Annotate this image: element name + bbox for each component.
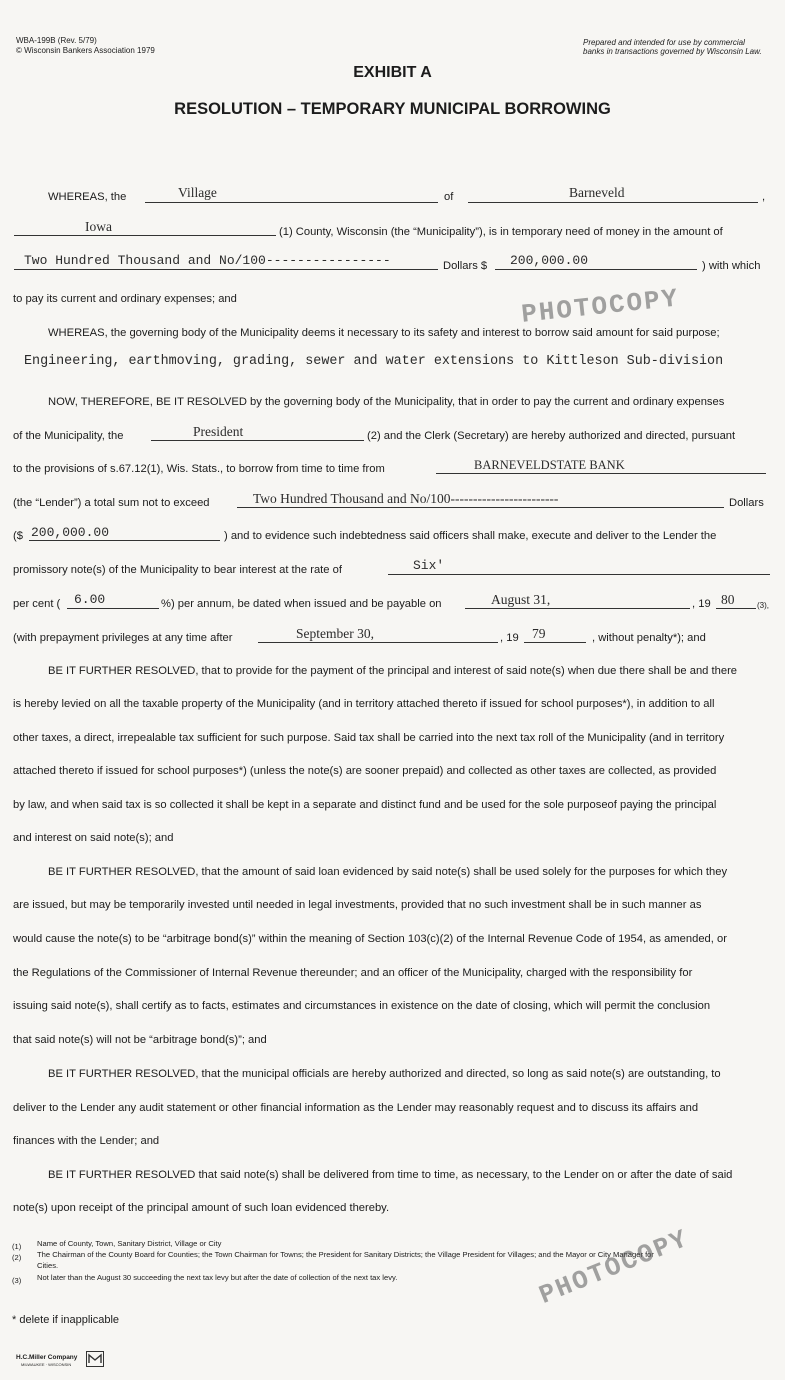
further2-line: issuing said note(s), shall certify as to facts, estimates and circumstances in existence on the date of closing, which will permit the conclusion	[13, 1000, 711, 1012]
municipality-field[interactable]: Village	[178, 185, 217, 200]
lender-text: (the “Lender”) a total sum not to exceed	[13, 497, 210, 509]
further2-line: would cause the note(s) to be “arbitrage bond(s)” within the meaning of Section 103(c)(2) of the Internal Revenue Code of 1954, as amended, or	[13, 933, 727, 945]
further3-line: BE IT FURTHER RESOLVED, that the municipal officials are hereby authorized and directed, so long as said note(s) are outstanding, to	[48, 1068, 721, 1080]
now-therefore: NOW, THEREFORE, BE IT RESOLVED by the governing body of the Municipality, that in order to pay the current and ordinary expenses	[48, 396, 725, 408]
whereas-label: WHEREAS, the	[48, 191, 127, 203]
due-year-field[interactable]: 80	[721, 592, 735, 607]
footnote-num: (1)	[12, 1242, 22, 1251]
further1-line: by law, and when said tax is so collected it shall be kept in a separate and distinct fund and be used for the sole purposeof paying the principal	[13, 799, 717, 811]
paren-s: ($	[13, 530, 23, 542]
promissory-text: promissory note(s) of the Municipality to bear interest at the rate of	[13, 564, 342, 576]
due-date-line	[465, 608, 690, 609]
prepay-year-field[interactable]: 79	[532, 626, 546, 641]
rate-line	[67, 608, 159, 609]
without-penalty: , without penalty*); and	[592, 632, 706, 644]
further1-line: is hereby levied on all the taxable property of the Municipality (and in territory attached thereto if issued for school purposes*), in addition to all	[13, 698, 715, 710]
of-label: of	[444, 191, 454, 203]
limit-words-line	[237, 507, 724, 508]
further1-line: other taxes, a direct, irrepealable tax sufficient for such purpose. Said tax shall be carried into the next tax roll of the Municipality (and in territory	[13, 732, 725, 744]
county-line	[14, 235, 276, 236]
footnote-text: The Chairman of the County Board for Counties; the Town Chairman for Towns; the President for Sanitary Districts; the Village President for Villages; and the Mayor or City Manager for	[37, 1250, 654, 1259]
further2-line: that said note(s) will not be “arbitrage bond(s)”; and	[13, 1034, 267, 1046]
printer-logo-icon	[86, 1351, 104, 1367]
further3-line: finances with the Lender; and	[13, 1135, 160, 1147]
delete-note: * delete if inapplicable	[12, 1314, 120, 1326]
comma: ,	[762, 191, 766, 203]
prepay-date-field[interactable]: September 30,	[296, 626, 374, 641]
limit-amount-line	[29, 540, 220, 541]
form-id: WBA-199B (Rev. 5/79)	[16, 36, 97, 45]
officer-field[interactable]: President	[193, 424, 244, 439]
further2-line: are issued, but may be temporarily invested until needed in legal investments, provided that no such investment shall be in such manner as	[13, 899, 702, 911]
footnote-text: Cities.	[37, 1261, 59, 1270]
note3-ref: (3),	[757, 601, 769, 610]
exhibit-heading: EXHIBIT A	[353, 64, 432, 81]
clerk-text: (2) and the Clerk (Secretary) are hereby authorized and directed, pursuant	[367, 430, 736, 442]
prepay-year-line	[524, 642, 586, 643]
due-date-field[interactable]: August 31,	[491, 592, 551, 607]
county-text: (1) County, Wisconsin (the “Municipality”), is in temporary need of money in the amount of	[279, 226, 723, 238]
prepay-text: (with prepayment privileges at any time after	[13, 632, 233, 644]
whereas-governing: WHEREAS, the governing body of the Municipality deems it necessary to its safety and interest to borrow said amount for said purpose;	[48, 327, 720, 339]
amount-field[interactable]: 200,000.00	[510, 253, 589, 268]
municipality-name-field[interactable]: Barneveld	[569, 185, 625, 200]
per-annum-text: %) per annum, be dated when issued and be payable on	[161, 598, 442, 610]
document-title: RESOLUTION – TEMPORARY MUNICIPAL BORROWING	[174, 100, 611, 118]
lender-field[interactable]: BARNEVELDSTATE BANK	[474, 458, 625, 472]
dollars-word: Dollars	[729, 497, 764, 509]
county-field[interactable]: Iowa	[85, 219, 112, 234]
nineteen-label: , 19	[692, 598, 711, 610]
limit-amount-field[interactable]: 200,000.00	[31, 525, 110, 540]
per-cent-label: per cent (	[13, 598, 61, 610]
limit-words-field[interactable]: Two Hundred Thousand and No/100------------------------	[253, 491, 559, 506]
provisions-text: to the provisions of s.67.12(1), Wis. Stats., to borrow from time to time from	[13, 463, 385, 475]
further3-line: deliver to the Lender any audit statement or other financial information as the Lender may reasonably request and to discuss its affairs and	[13, 1102, 699, 1114]
footnote-text: Name of County, Town, Sanitary District, Village or City	[37, 1239, 222, 1248]
amount-words-field[interactable]: Two Hundred Thousand and No/100----------------	[24, 253, 391, 268]
amount-line	[495, 269, 697, 270]
purpose-field[interactable]: Engineering, earthmoving, grading, sewer and water extensions to Kittleson Sub-division	[24, 354, 724, 369]
further1-line: BE IT FURTHER RESOLVED, that to provide for the payment of the principal and interest of said note(s) when due there shall be and there	[48, 665, 738, 677]
due-year-line	[716, 608, 756, 609]
further1-line: and interest on said note(s); and	[13, 832, 174, 844]
printer-name: H.C.Miller Company	[16, 1354, 78, 1361]
municipality-line	[145, 202, 438, 203]
footnote-num: (3)	[12, 1276, 22, 1285]
rate-words-line	[388, 574, 770, 575]
footnote-text: Not later than the August 30 succeeding the next tax levy but after the date of collection of the next tax levy.	[37, 1273, 398, 1282]
lender-line	[436, 473, 766, 474]
dollars-label: Dollars $	[443, 260, 488, 272]
printer-city: MILWAUKEE · WISCONSIN	[21, 1362, 72, 1367]
further1-line: attached thereto if issued for school purposes*) (unless the note(s) are sooner prepaid) and collected as other taxes are collected, as provided	[13, 765, 717, 777]
further4-line: note(s) upon receipt of the principal amount of such loan evidenced thereby.	[13, 1202, 390, 1214]
header-note-1: Prepared and intended for use by commercial	[583, 38, 745, 47]
with-which: ) with which	[702, 260, 761, 272]
rate-field[interactable]: 6.00	[74, 592, 106, 607]
further2-line: the Regulations of the Commissioner of Internal Revenue thereunder; and an officer of the Municipality, charged with the responsibility for	[13, 967, 693, 979]
officer-line	[151, 440, 364, 441]
footnote-num: (2)	[12, 1253, 22, 1262]
rate-words-field[interactable]: Six'	[413, 558, 445, 573]
nineteen2-label: , 19	[500, 632, 519, 644]
header-note-2: banks in transactions governed by Wisconsin Law.	[583, 47, 762, 56]
amount-words-line	[14, 269, 438, 270]
further2-line: BE IT FURTHER RESOLVED, that the amount of said loan evidenced by said note(s) shall be used solely for the purposes for which they	[48, 866, 728, 878]
municipality-name-line	[468, 202, 758, 203]
evidence-text: ) and to evidence such indebtedness said officers shall make, execute and deliver to the Lender the	[224, 530, 717, 542]
copyright: © Wisconsin Bankers Association 1979	[16, 46, 155, 55]
photocopy-stamp: PHOTOCOPY	[520, 283, 681, 330]
further4-line: BE IT FURTHER RESOLVED that said note(s) shall be delivered from time to time, as necessary, to the Lender on or after the date of said	[48, 1169, 733, 1181]
of-municipality-label: of the Municipality, the	[13, 430, 124, 442]
expenses-line: to pay its current and ordinary expenses; and	[13, 293, 237, 305]
photocopy-stamp: PHOTOCOPY	[535, 1223, 694, 1311]
prepay-date-line	[258, 642, 498, 643]
printer-logo-mark	[87, 1352, 103, 1366]
